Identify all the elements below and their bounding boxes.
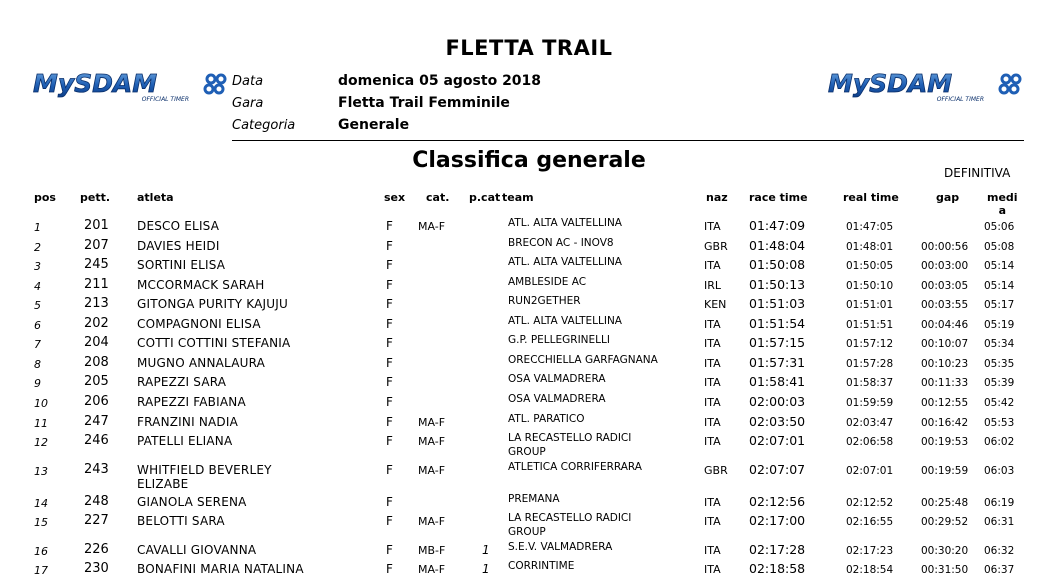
bib-number-cell: 206 — [84, 394, 109, 409]
bib-number-cell: 213 — [84, 296, 109, 311]
gap-cell: 00:19:59 — [921, 465, 969, 477]
pace-cell: 05:17 — [984, 299, 1015, 311]
real-time-cell: 01:50:10 — [846, 280, 894, 292]
race-time-cell: 02:07:01 — [749, 433, 806, 448]
position-cell: 1 — [34, 221, 41, 234]
gap-cell: 00:30:20 — [921, 545, 969, 557]
col-header-sex: sex — [384, 191, 406, 204]
race-time-cell: 01:50:13 — [749, 277, 806, 292]
mysdam-logo-left — [33, 70, 233, 104]
real-time-cell: 02:18:54 — [846, 564, 894, 576]
nationality-cell: ITA — [704, 376, 721, 389]
nationality-cell: ITA — [704, 259, 721, 272]
real-time-cell: 02:16:55 — [846, 516, 894, 528]
meta-label-categoria: Categoria — [232, 118, 296, 133]
pace-cell: 06:31 — [984, 516, 1015, 528]
nationality-cell: KEN — [704, 298, 727, 311]
gap-cell: 00:19:53 — [921, 436, 969, 448]
position-cell: 14 — [34, 497, 48, 510]
category-cell: MA-F — [418, 515, 446, 528]
team-cell: ATL. PARATICO — [508, 413, 585, 425]
sex-cell: F — [386, 434, 393, 448]
sex-cell: F — [386, 219, 393, 233]
race-time-cell: 02:17:28 — [749, 542, 806, 557]
position-cell: 8 — [34, 358, 41, 371]
sex-cell: F — [386, 278, 393, 292]
race-time-cell: 01:51:03 — [749, 296, 806, 311]
category-cell: MA-F — [418, 416, 446, 429]
real-time-cell: 01:51:51 — [846, 319, 894, 331]
position-cell: 15 — [34, 516, 48, 529]
gap-cell: 00:10:23 — [921, 358, 969, 370]
athlete-name-cell: DESCO ELISA — [137, 219, 220, 233]
gap-cell: 00:03:05 — [921, 280, 969, 292]
category-cell: MA-F — [418, 435, 446, 448]
bib-number-cell: 243 — [84, 462, 109, 477]
race-time-cell: 02:00:03 — [749, 394, 806, 409]
athlete-name-cell: BELOTTI SARA — [137, 514, 225, 528]
bib-number-cell: 246 — [84, 433, 109, 448]
pace-cell: 05:06 — [984, 221, 1015, 233]
sex-cell: F — [386, 317, 393, 331]
sex-cell: F — [386, 258, 393, 272]
nationality-cell: ITA — [704, 563, 721, 576]
athlete-name-cell: RAPEZZI FABIANA — [137, 395, 246, 409]
bib-number-cell: 230 — [84, 561, 109, 576]
athlete-name-cell: COMPAGNONI ELISA — [137, 317, 261, 331]
nationality-cell: IRL — [704, 279, 722, 292]
meta-value-category: Generale — [338, 117, 410, 133]
logo-brand-text: MySDAM — [33, 70, 158, 98]
team-cell: PREMANA — [508, 493, 560, 505]
pace-cell: 05:39 — [984, 377, 1015, 389]
bib-number-cell: 202 — [84, 316, 109, 331]
category-cell: MA-F — [418, 220, 446, 233]
nationality-cell: ITA — [704, 396, 721, 409]
race-time-cell: 02:07:07 — [749, 462, 806, 477]
team-cell: ATLETICA CORRIFERRARA — [508, 461, 642, 473]
position-cell: 13 — [34, 465, 48, 478]
position-cell: 16 — [34, 545, 48, 558]
athlete-name-cell: PATELLI ELIANA — [137, 434, 233, 448]
nationality-cell: ITA — [704, 544, 721, 557]
nationality-cell: ITA — [704, 496, 721, 509]
athlete-name-cell: GIANOLA SERENA — [137, 495, 247, 509]
col-header-cat: cat. — [426, 191, 450, 204]
real-time-cell: 01:51:01 — [846, 299, 894, 311]
position-cell: 5 — [34, 299, 41, 312]
pace-cell: 06:02 — [984, 436, 1015, 448]
real-time-cell: 02:17:23 — [846, 545, 894, 557]
team-cell: AMBLESIDE AC — [508, 276, 587, 288]
pace-cell: 05:35 — [984, 358, 1015, 370]
bib-number-cell: 205 — [84, 374, 109, 389]
ranking-title: Classifica generale — [412, 148, 646, 173]
logo-tagline: OFFICIAL TIMER — [141, 96, 189, 103]
team-cell: ATL. ALTA VALTELLINA — [508, 256, 622, 268]
position-cell: 6 — [34, 319, 41, 332]
athlete-name-cell: COTTI COTTINI STEFANIA — [137, 336, 291, 350]
sex-cell: F — [386, 543, 393, 557]
position-cell: 3 — [34, 260, 41, 273]
gap-cell: 00:12:55 — [921, 397, 969, 409]
meta-value-date: domenica 05 agosto 2018 — [338, 73, 542, 89]
nationality-cell: ITA — [704, 337, 721, 350]
category-cell: MA-F — [418, 464, 446, 477]
bib-number-cell: 201 — [84, 218, 109, 233]
mysdam-logo-right — [828, 70, 1028, 104]
gap-cell: 00:03:55 — [921, 299, 969, 311]
position-cell: 10 — [34, 397, 48, 410]
race-time-cell: 01:50:08 — [749, 257, 806, 272]
nationality-cell: ITA — [704, 318, 721, 331]
real-time-cell: 01:59:59 — [846, 397, 894, 409]
gap-cell: 00:03:00 — [921, 260, 969, 272]
pace-cell: 05:14 — [984, 280, 1015, 292]
bib-number-cell: 245 — [84, 257, 109, 272]
pace-cell: 06:19 — [984, 497, 1015, 509]
real-time-cell: 01:58:37 — [846, 377, 894, 389]
athlete-name-cell: WHITFIELD BEVERLEY ELIZABE — [137, 463, 272, 491]
sex-cell: F — [386, 495, 393, 509]
team-cell: OSA VALMADRERA — [508, 393, 606, 405]
sex-cell: F — [386, 463, 393, 477]
race-time-cell: 02:18:58 — [749, 561, 806, 576]
bib-number-cell: 211 — [84, 277, 109, 292]
team-cell: ORECCHIELLA GARFAGNANA — [508, 354, 658, 366]
gap-cell: 00:00:56 — [921, 241, 969, 253]
col-header-race-time: race time — [749, 191, 808, 204]
status-label: DEFINITIVA — [944, 166, 1011, 180]
col-header-real-time: real time — [843, 191, 899, 204]
team-cell: RUN2GETHER — [508, 295, 581, 307]
athlete-name-cell: RAPEZZI SARA — [137, 375, 227, 389]
nationality-cell: GBR — [704, 464, 728, 477]
position-cell: 7 — [34, 338, 41, 351]
real-time-cell: 01:57:28 — [846, 358, 894, 370]
logo-brand-text: MySDAM — [828, 70, 953, 98]
category-position-cell: 1 — [482, 562, 490, 576]
col-header-team: team — [502, 191, 534, 204]
sex-cell: F — [386, 356, 393, 370]
team-cell: S.E.V. VALMADRERA — [508, 541, 613, 553]
col-header-pcat: p.cat — [469, 191, 501, 204]
team-cell: ATL. ALTA VALTELLINA — [508, 217, 622, 229]
col-header-athlete: atleta — [137, 191, 174, 204]
race-time-cell: 01:58:41 — [749, 374, 806, 389]
sex-cell: F — [386, 336, 393, 350]
col-header-pett: pett. — [80, 191, 111, 204]
page-title: FLETTA TRAIL — [445, 36, 613, 60]
sex-cell: F — [386, 395, 393, 409]
bib-number-cell: 226 — [84, 542, 109, 557]
team-cell: OSA VALMADRERA — [508, 373, 606, 385]
position-cell: 9 — [34, 377, 41, 390]
athlete-name-cell: BONAFINI MARIA NATALINA — [137, 562, 304, 576]
col-header-pos: pos — [34, 191, 56, 204]
team-cell: LA RECASTELLO RADICI GROUP — [508, 512, 632, 538]
nationality-cell: ITA — [704, 435, 721, 448]
real-time-cell: 02:06:58 — [846, 436, 894, 448]
bib-number-cell: 204 — [84, 335, 109, 350]
race-time-cell: 01:51:54 — [749, 316, 806, 331]
pace-cell: 06:32 — [984, 545, 1015, 557]
athlete-name-cell: MCCORMACK SARAH — [137, 278, 265, 292]
sex-cell: F — [386, 375, 393, 389]
nationality-cell: GBR — [704, 240, 728, 253]
nationality-cell: ITA — [704, 416, 721, 429]
bib-number-cell: 207 — [84, 238, 109, 253]
athlete-name-cell: CAVALLI GIOVANNA — [137, 543, 257, 557]
gap-cell: 00:11:33 — [921, 377, 969, 389]
pace-cell: 05:14 — [984, 260, 1015, 272]
team-cell: CORRINTIME — [508, 560, 575, 572]
sex-cell: F — [386, 415, 393, 429]
pace-cell: 05:53 — [984, 417, 1015, 429]
category-cell: MB-F — [418, 544, 446, 557]
logo-tagline: OFFICIAL TIMER — [936, 96, 984, 103]
position-cell: 4 — [34, 280, 41, 293]
position-cell: 11 — [34, 417, 48, 430]
bib-number-cell: 208 — [84, 355, 109, 370]
athlete-name-cell: FRANZINI NADIA — [137, 415, 239, 429]
bib-number-cell: 248 — [84, 494, 109, 509]
category-cell: MA-F — [418, 563, 446, 576]
meta-label-data: Data — [232, 74, 264, 89]
pace-cell: 05:42 — [984, 397, 1015, 409]
gap-cell: 00:25:48 — [921, 497, 969, 509]
meta-value-race: Fletta Trail Femminile — [338, 95, 510, 111]
team-cell: G.P. PELLEGRINELLI — [508, 334, 610, 346]
sex-cell: F — [386, 239, 393, 253]
race-time-cell: 02:12:56 — [749, 494, 806, 509]
race-time-cell: 01:47:09 — [749, 218, 806, 233]
race-time-cell: 01:57:31 — [749, 355, 806, 370]
real-time-cell: 02:12:52 — [846, 497, 894, 509]
gap-cell: 00:16:42 — [921, 417, 969, 429]
race-time-cell: 02:03:50 — [749, 414, 806, 429]
gap-cell: 00:29:52 — [921, 516, 969, 528]
team-cell: BRECON AC - INOV8 — [508, 237, 614, 249]
pace-cell: 05:08 — [984, 241, 1015, 253]
team-cell: LA RECASTELLO RADICI GROUP — [508, 432, 632, 458]
real-time-cell: 01:50:05 — [846, 260, 894, 272]
bib-number-cell: 227 — [84, 513, 109, 528]
meta-label-gara: Gara — [232, 96, 264, 111]
race-time-cell: 02:17:00 — [749, 513, 806, 528]
athlete-name-cell: SORTINI ELISA — [137, 258, 226, 272]
col-header-naz: naz — [706, 191, 728, 204]
pace-cell: 05:34 — [984, 338, 1015, 350]
position-cell: 12 — [34, 436, 48, 449]
race-time-cell: 01:57:15 — [749, 335, 806, 350]
race-time-cell: 01:48:04 — [749, 238, 806, 253]
position-cell: 2 — [34, 241, 41, 254]
gap-cell: 00:04:46 — [921, 319, 969, 331]
gap-cell: 00:10:07 — [921, 338, 969, 350]
pace-cell: 06:03 — [984, 465, 1015, 477]
col-header-gap: gap — [936, 191, 960, 204]
category-position-cell: 1 — [482, 543, 490, 557]
sex-cell: F — [386, 562, 393, 576]
nationality-cell: ITA — [704, 357, 721, 370]
pace-cell: 05:19 — [984, 319, 1015, 331]
athlete-name-cell: DAVIES HEIDI — [137, 239, 220, 253]
nationality-cell: ITA — [704, 515, 721, 528]
pace-cell: 06:37 — [984, 564, 1015, 576]
sex-cell: F — [386, 297, 393, 311]
bib-number-cell: 247 — [84, 414, 109, 429]
team-cell: ATL. ALTA VALTELLINA — [508, 315, 622, 327]
position-cell: 17 — [34, 564, 48, 577]
athlete-name-cell: MUGNO ANNALAURA — [137, 356, 266, 370]
nationality-cell: ITA — [704, 220, 721, 233]
real-time-cell: 02:03:47 — [846, 417, 894, 429]
header-divider — [232, 140, 1024, 141]
real-time-cell: 01:48:01 — [846, 241, 894, 253]
gap-cell: 00:31:50 — [921, 564, 969, 576]
real-time-cell: 01:57:12 — [846, 338, 894, 350]
sex-cell: F — [386, 514, 393, 528]
col-header-media: medi a — [987, 191, 1018, 217]
real-time-cell: 02:07:01 — [846, 465, 894, 477]
real-time-cell: 01:47:05 — [846, 221, 894, 233]
athlete-name-cell: GITONGA PURITY KAJUJU — [137, 297, 288, 311]
